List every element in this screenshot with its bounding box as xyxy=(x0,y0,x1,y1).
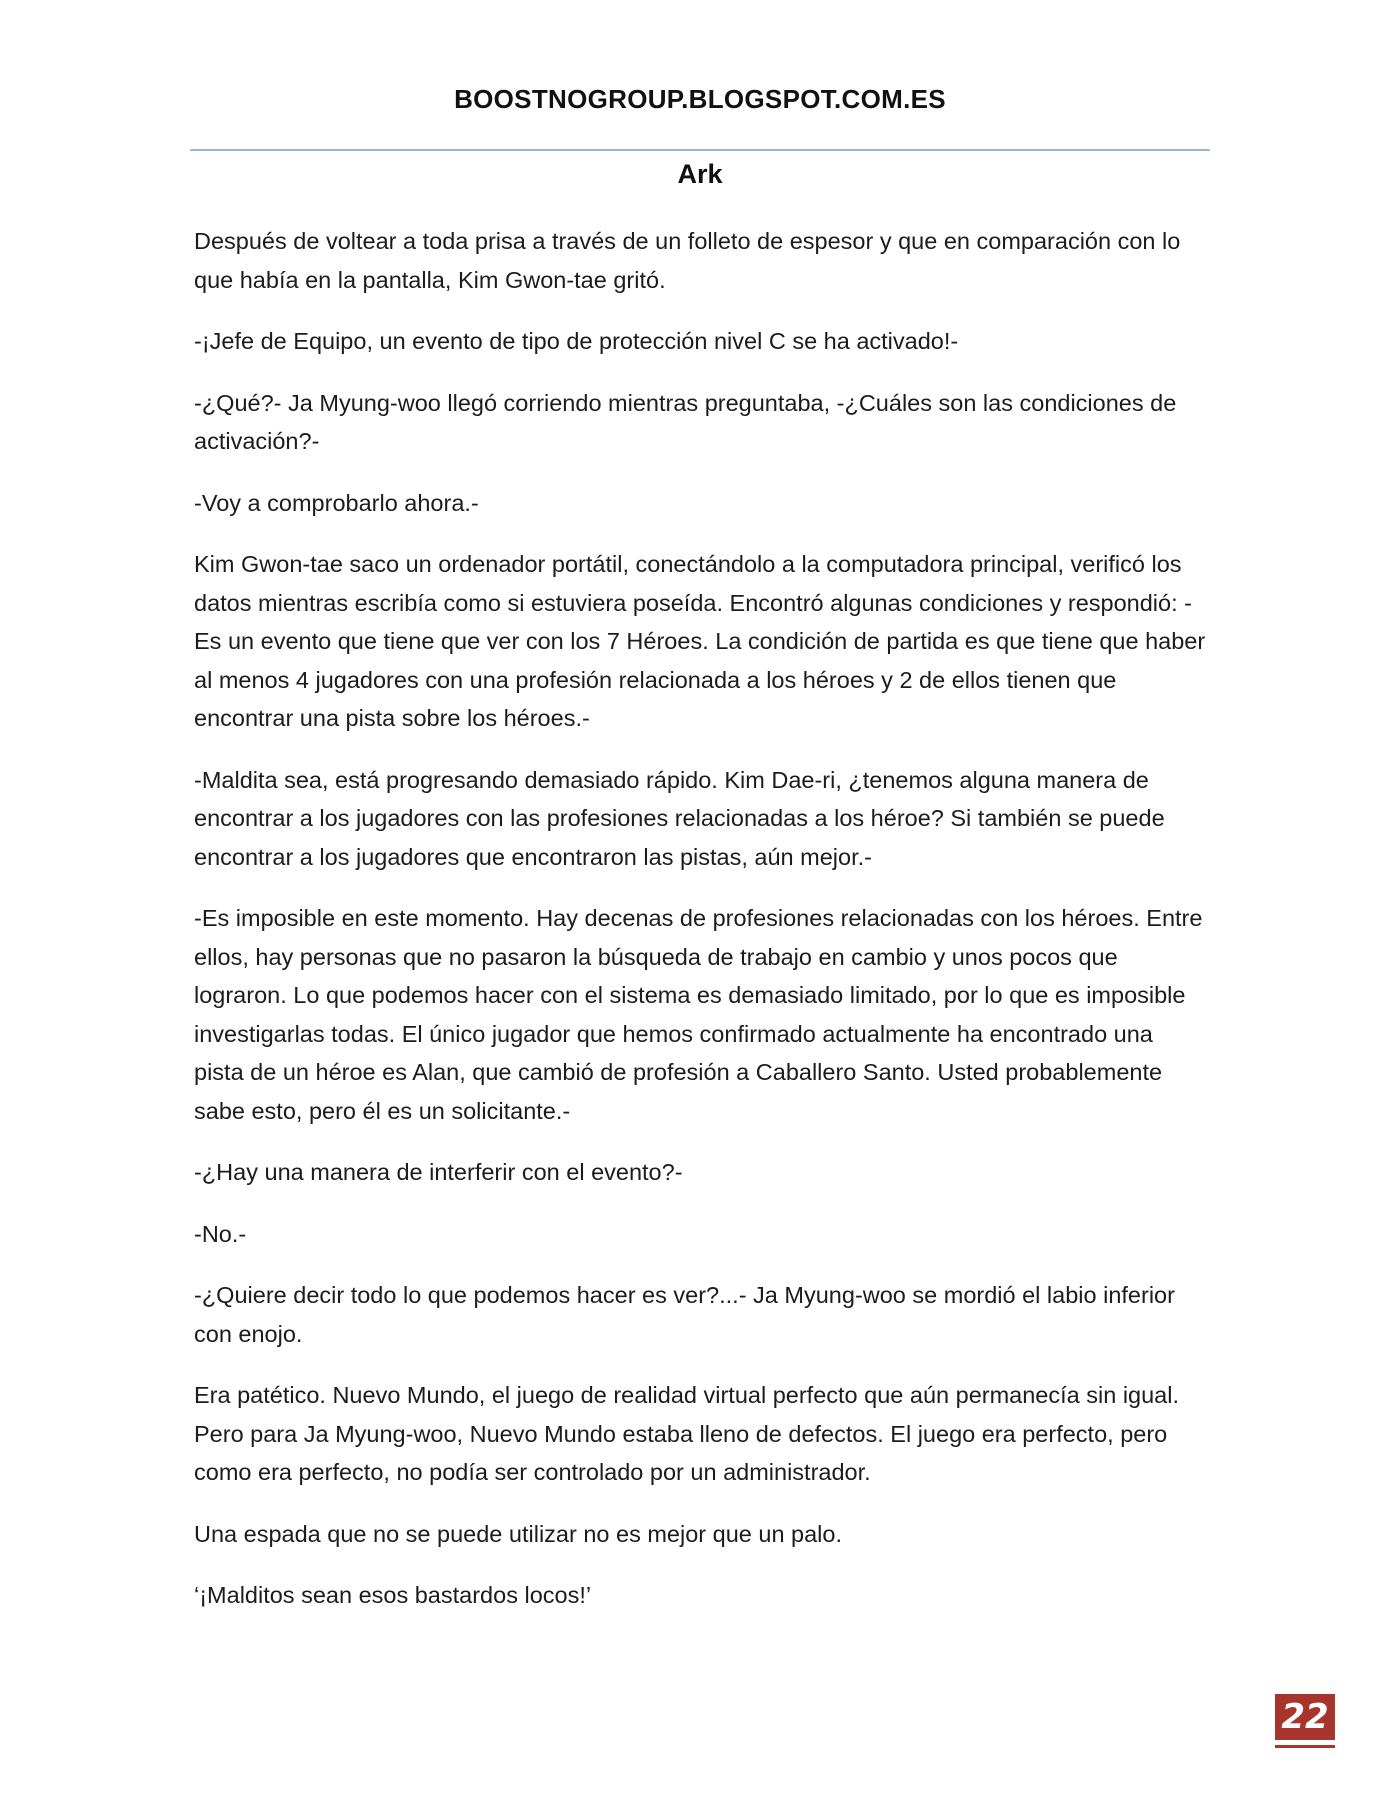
page-number-underline xyxy=(1275,1745,1335,1748)
paragraph: -¿Quiere decir todo lo que podemos hacer es ver?...- Ja Myung-woo se mordió el labio inferior con enojo. xyxy=(194,1282,1175,1347)
page-number-badge: 22 xyxy=(1275,1694,1335,1740)
header-divider xyxy=(190,149,1210,151)
document-body xyxy=(194,222,1206,1638)
paragraph: Una espada que no se puede utilizar no es mejor que un palo. xyxy=(194,1520,843,1547)
chapter-title: Ark xyxy=(677,159,723,189)
paragraph: -Es imposible en este momento. Hay decenas de profesiones relacionadas con los héroes. Entre ellos, hay personas que no pasaron la búsqueda de trabajo en cambio y unos pocos que lograron. Lo que podemos hacer con el sistema es demasiado limitado, por lo que es imposible investigarlas todas. El único jugador que hemos confirmado actualmente ha encontrado una pista de un héroe es Alan, que cambió de profesión a Caballero Santo. Usted probablemente sabe esto, pero él es un solicitante.- xyxy=(194,905,1203,1124)
paragraph: -¡Jefe de Equipo, un evento de tipo de protección nivel C se ha activado!- xyxy=(194,328,959,354)
paragraph: -¿Qué?- Ja Myung-woo llegó corriendo mientras preguntaba, -¿Cuáles son las condiciones de activación?- xyxy=(194,389,1177,454)
paragraph: Era patético. Nuevo Mundo, el juego de realidad virtual perfecto que aún permanecía sin igual. Pero para Ja Myung-woo, Nuevo Mundo estaba lleno de defectos. El juego era perfecto, pero como era perfecto, no podía ser controlado por un administrador. xyxy=(194,1382,1180,1485)
paragraph: -No.- xyxy=(194,1220,247,1247)
paragraph: -Maldita sea, está progresando demasiado rápido. Kim Dae-ri, ¿tenemos alguna manera de encontrar a los jugadores con las profesiones relacionadas a los héroe? Si también se puede encontrar a los jugadores que encontraron las pistas, aún mejor.- xyxy=(194,766,1165,870)
paragraph: Kim Gwon-tae saco un ordenador portátil, conectándolo a la computadora principal, verificó los datos mientras escribía como si estuviera poseída. Encontró algunas condiciones y respondió: -Es un evento que tiene que ver con los 7 Héroes. La condición de partida es que tiene que haber al menos 4 jugadores con una profesión relacionada a los héroes y 2 de ellos tienen que encontrar una pista sobre los héroes.- xyxy=(194,551,1206,731)
site-header: BOOSTNOGROUP.BLOGSPOT.COM.ES xyxy=(454,84,946,114)
paragraph: ‘¡Malditos sean esos bastardos locos!’ xyxy=(194,1582,592,1608)
paragraph: -Voy a comprobarlo ahora.- xyxy=(194,489,479,516)
paragraph: -¿Hay una manera de interferir con el evento?- xyxy=(194,1159,683,1185)
paragraph: Después de voltear a toda prisa a través de un folleto de espesor y que en comparación con lo que había en la pantalla, Kim Gwon-tae gritó. xyxy=(194,228,1181,293)
